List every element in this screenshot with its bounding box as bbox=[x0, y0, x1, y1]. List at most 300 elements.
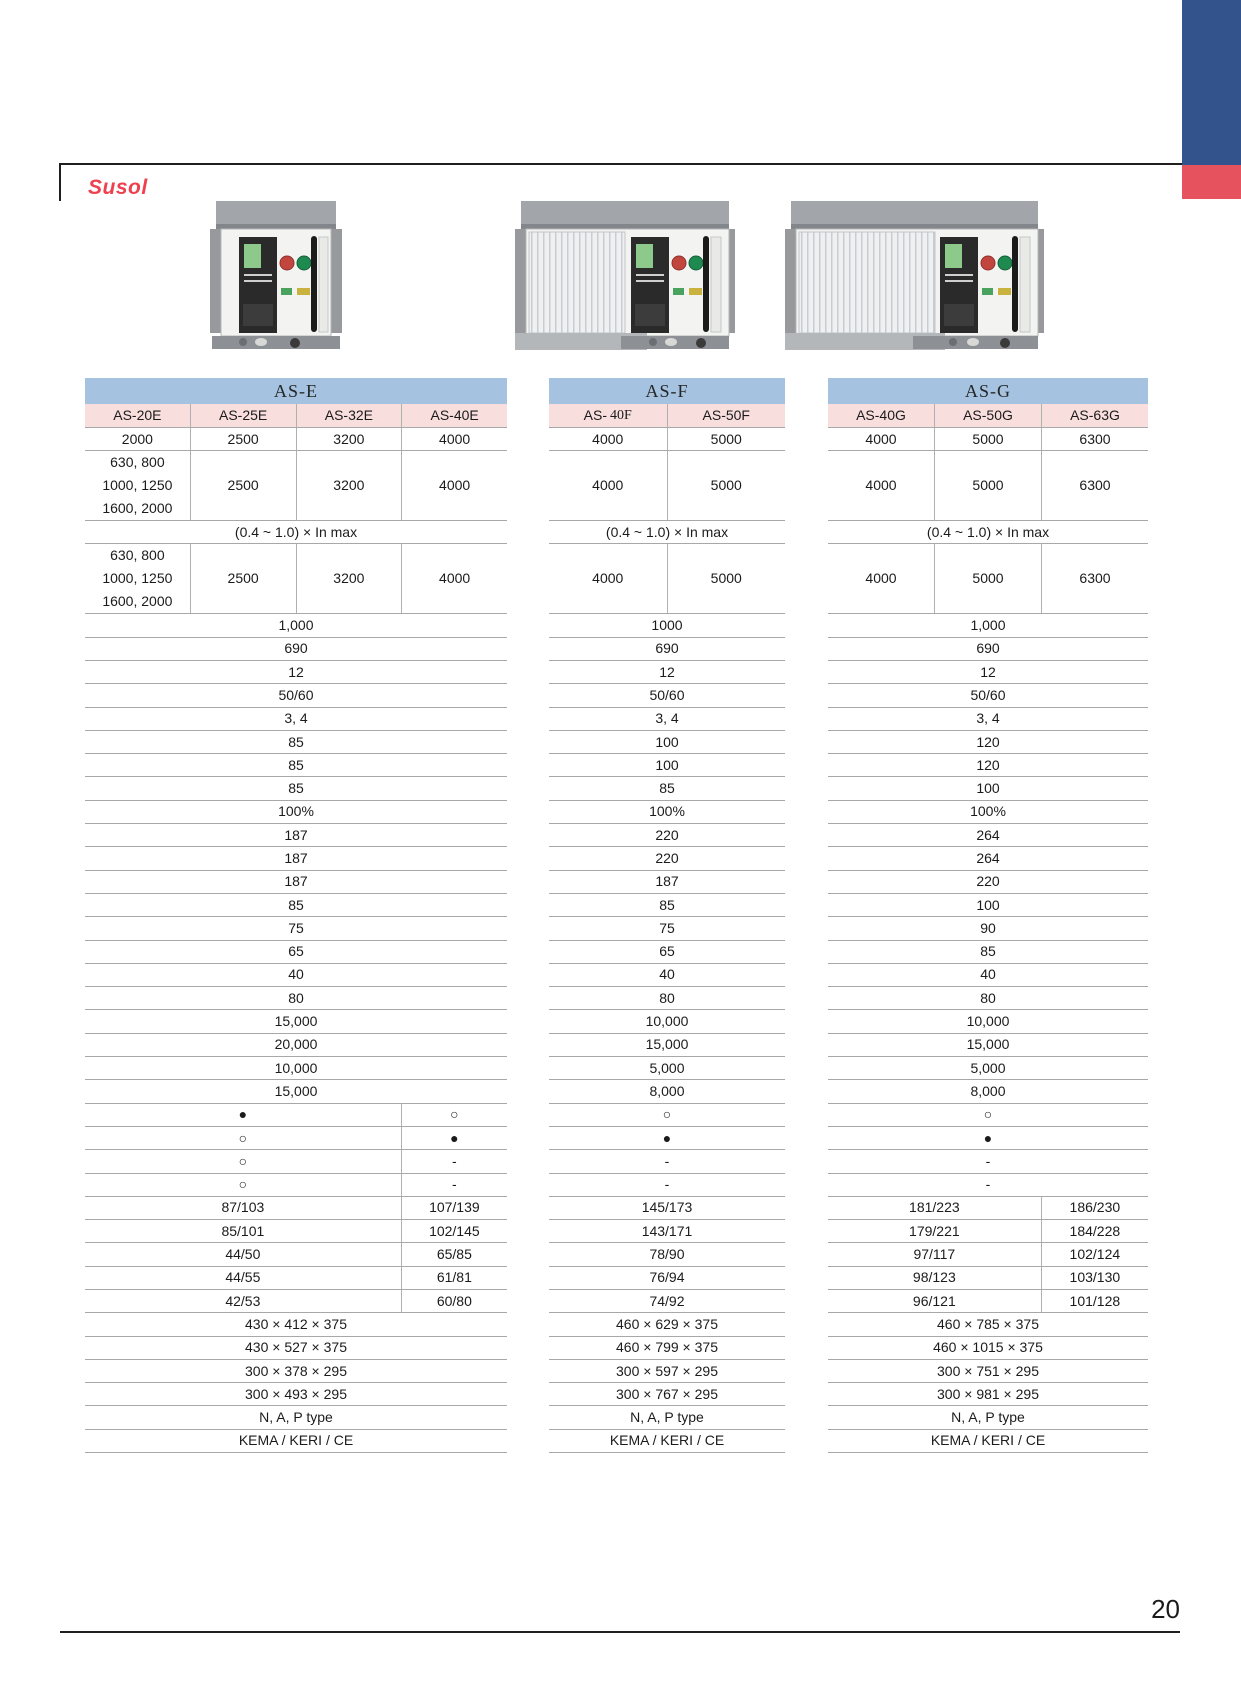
cell: 15,000 bbox=[966, 1036, 1010, 1053]
cell: KEMA / KERI / CE bbox=[609, 1432, 725, 1449]
cell: ● bbox=[85, 1104, 402, 1126]
cell: 187 bbox=[284, 826, 308, 843]
table-column-headers bbox=[85, 404, 507, 428]
cell: 220 bbox=[655, 849, 679, 866]
cell: - bbox=[664, 1176, 670, 1193]
breaker-photo-as-f bbox=[513, 196, 737, 352]
table-row bbox=[85, 428, 507, 451]
table-row bbox=[549, 428, 785, 451]
cell-line: 1600, 2000 bbox=[102, 593, 173, 610]
table-column-headers bbox=[828, 404, 1148, 428]
cell: 65/85 bbox=[436, 1246, 472, 1263]
cell: 85/101 bbox=[85, 1220, 402, 1242]
table-row bbox=[549, 1174, 785, 1197]
cell: 4000 bbox=[439, 430, 471, 447]
breaker-photo-as-e bbox=[207, 196, 345, 352]
table-row bbox=[85, 1243, 507, 1266]
cell: 42/53 bbox=[85, 1290, 402, 1312]
cell: 10,000 bbox=[966, 1013, 1010, 1030]
table-row bbox=[549, 824, 785, 847]
table-row bbox=[549, 614, 785, 637]
table-row bbox=[828, 964, 1148, 987]
cell: 4000 bbox=[828, 428, 935, 450]
table-row bbox=[85, 941, 507, 964]
cell-line: 630, 800 bbox=[110, 547, 165, 564]
cell: 8,000 bbox=[649, 1082, 685, 1099]
cell: - bbox=[452, 1152, 457, 1169]
table-row bbox=[85, 1383, 507, 1406]
table-row bbox=[85, 1080, 507, 1103]
cell: 690 bbox=[284, 640, 308, 657]
cell: 100 bbox=[976, 896, 1000, 913]
column-header-part: 40F bbox=[610, 408, 632, 423]
cell: 107/139 bbox=[429, 1199, 480, 1216]
cell: 220 bbox=[976, 873, 1000, 890]
cell: (0.4 ~ 1.0) × In max bbox=[605, 523, 729, 540]
table-row bbox=[828, 428, 1148, 451]
table-row bbox=[828, 777, 1148, 800]
cell: 5,000 bbox=[649, 1059, 685, 1076]
column-header: AS-32E bbox=[297, 404, 403, 427]
cell: 65 bbox=[288, 943, 304, 960]
table-row bbox=[828, 708, 1148, 731]
table-row bbox=[828, 801, 1148, 824]
cell: 460 × 629 × 375 bbox=[616, 1315, 718, 1332]
table-row bbox=[85, 1197, 507, 1220]
corner-accent-blue bbox=[1182, 0, 1241, 165]
table-row bbox=[549, 1383, 785, 1406]
cell: 85 bbox=[659, 780, 675, 797]
cell-line: 1600, 2000 bbox=[102, 500, 173, 517]
table-row bbox=[549, 917, 785, 940]
cell: 5000 bbox=[710, 430, 742, 447]
cell: ○ bbox=[662, 1106, 672, 1123]
table-row bbox=[549, 1010, 785, 1033]
cell: 40 bbox=[659, 966, 675, 983]
table-row bbox=[549, 638, 785, 661]
charging-handle bbox=[1012, 236, 1018, 332]
cell: 100 bbox=[655, 756, 679, 773]
cell: 143/171 bbox=[641, 1222, 693, 1239]
table-row bbox=[549, 1313, 785, 1336]
on-button bbox=[689, 256, 703, 270]
cell: 187 bbox=[655, 873, 679, 890]
table-row bbox=[85, 1360, 507, 1383]
lcd-screen bbox=[636, 244, 653, 268]
cell: 40 bbox=[288, 966, 304, 983]
cell: 300 × 751 × 295 bbox=[937, 1362, 1039, 1379]
table-row bbox=[85, 1127, 507, 1150]
charging-handle bbox=[703, 236, 709, 332]
table-row bbox=[85, 731, 507, 754]
cell: 100% bbox=[649, 803, 685, 820]
cell: 120 bbox=[976, 756, 1000, 773]
cell: 4000 bbox=[439, 570, 471, 587]
cell-line: 630, 800 bbox=[110, 454, 165, 471]
table-row bbox=[85, 1034, 507, 1057]
table-row bbox=[828, 1313, 1148, 1336]
cell: 3, 4 bbox=[284, 710, 308, 727]
cell: ○ bbox=[85, 1127, 402, 1149]
table-row bbox=[828, 1290, 1148, 1313]
table-row bbox=[828, 1406, 1148, 1429]
off-button bbox=[672, 256, 686, 270]
table-row bbox=[549, 1220, 785, 1243]
column-header bbox=[549, 404, 668, 427]
table-row bbox=[85, 964, 507, 987]
lcd-screen bbox=[945, 244, 962, 268]
off-button bbox=[981, 256, 995, 270]
cell: 2000 bbox=[85, 428, 191, 450]
cell: (0.4 ~ 1.0) × In max bbox=[926, 523, 1050, 540]
table-row bbox=[828, 754, 1148, 777]
table-row bbox=[85, 824, 507, 847]
table-row bbox=[828, 1360, 1148, 1383]
cell: 3200 bbox=[297, 428, 403, 450]
table-row bbox=[549, 521, 785, 544]
cell: 300 × 493 × 295 bbox=[245, 1385, 347, 1402]
table-row bbox=[828, 824, 1148, 847]
cell: 460 × 1015 × 375 bbox=[933, 1339, 1043, 1356]
cell: KEMA / KERI / CE bbox=[930, 1432, 1046, 1449]
cell: 3200 bbox=[297, 451, 403, 520]
cell: 5000 bbox=[935, 428, 1042, 450]
column-header: AS-40G bbox=[828, 404, 935, 427]
cell: 85 bbox=[980, 943, 996, 960]
cell: 103/130 bbox=[1069, 1269, 1121, 1286]
cell: 85 bbox=[288, 733, 304, 750]
cell: 102/145 bbox=[429, 1222, 480, 1239]
table-row bbox=[828, 1383, 1148, 1406]
cell: 85 bbox=[288, 780, 304, 797]
table-row bbox=[85, 614, 507, 637]
table-row bbox=[549, 894, 785, 917]
table-row bbox=[85, 1290, 507, 1313]
table-row bbox=[85, 1010, 507, 1033]
table-row bbox=[85, 894, 507, 917]
cell: 1000 bbox=[651, 617, 683, 634]
cell: 85 bbox=[659, 896, 675, 913]
footer-rule bbox=[60, 1631, 1180, 1633]
on-button bbox=[297, 256, 311, 270]
table-row bbox=[549, 1406, 785, 1429]
cell: ● bbox=[662, 1129, 672, 1146]
table-row bbox=[828, 1174, 1148, 1197]
cell: ● bbox=[983, 1129, 993, 1146]
cell: 460 × 799 × 375 bbox=[616, 1339, 718, 1356]
table-row bbox=[828, 684, 1148, 707]
brand-logo: Susol bbox=[88, 176, 148, 199]
table-row bbox=[828, 614, 1148, 637]
cell: 4000 bbox=[549, 544, 668, 613]
table-row bbox=[549, 1430, 785, 1453]
cell: 5000 bbox=[935, 544, 1042, 613]
table-row bbox=[85, 754, 507, 777]
table-row bbox=[549, 847, 785, 870]
table-row bbox=[85, 1337, 507, 1360]
cell: 85 bbox=[288, 896, 304, 913]
cell: 300 × 597 × 295 bbox=[616, 1362, 718, 1379]
cell: 4000 bbox=[439, 477, 471, 494]
table-row bbox=[828, 1267, 1148, 1290]
cell: 145/173 bbox=[641, 1199, 693, 1216]
column-header: AS-50F bbox=[702, 407, 750, 423]
cell: 430 × 527 × 375 bbox=[245, 1339, 347, 1356]
cell: 60/80 bbox=[436, 1292, 472, 1309]
table-row bbox=[549, 731, 785, 754]
cell: ○ bbox=[85, 1174, 402, 1196]
table-row bbox=[828, 1150, 1148, 1173]
table-row bbox=[85, 987, 507, 1010]
table-row bbox=[828, 847, 1148, 870]
table-row bbox=[828, 987, 1148, 1010]
table-row bbox=[828, 1034, 1148, 1057]
cell: - bbox=[985, 1152, 991, 1169]
table-title: AS-G bbox=[828, 378, 1148, 404]
table-row bbox=[549, 1360, 785, 1383]
table-row bbox=[828, 1010, 1148, 1033]
cell: 75 bbox=[659, 919, 675, 936]
table-row bbox=[549, 1197, 785, 1220]
table-row bbox=[549, 544, 785, 614]
table-row bbox=[85, 661, 507, 684]
cell: 100 bbox=[976, 780, 1000, 797]
cell: 75 bbox=[288, 919, 304, 936]
column-header: AS-63G bbox=[1070, 407, 1120, 423]
table-title: AS-F bbox=[549, 378, 785, 404]
cell: 5000 bbox=[710, 570, 742, 587]
cell: 5000 bbox=[935, 451, 1042, 520]
cell: 10,000 bbox=[274, 1059, 318, 1076]
cell: ○ bbox=[85, 1150, 402, 1172]
table-row bbox=[85, 1267, 507, 1290]
cell: 85 bbox=[288, 756, 304, 773]
cell: 264 bbox=[976, 826, 1000, 843]
table-row bbox=[85, 871, 507, 894]
table-row bbox=[828, 1080, 1148, 1103]
cell: 74/92 bbox=[649, 1292, 685, 1309]
spec-table-as-g bbox=[828, 378, 1148, 1453]
off-button bbox=[280, 256, 294, 270]
cell-line: 1000, 1250 bbox=[102, 477, 173, 494]
cell: 2500 bbox=[191, 451, 297, 520]
cell: KEMA / KERI / CE bbox=[238, 1432, 354, 1449]
cell: 50/60 bbox=[649, 686, 685, 703]
table-row bbox=[549, 1267, 785, 1290]
table-row bbox=[549, 1243, 785, 1266]
table-row bbox=[828, 731, 1148, 754]
breaker-photo-as-g bbox=[783, 196, 1046, 352]
cell: 4000 bbox=[549, 451, 668, 520]
cell: 15,000 bbox=[274, 1082, 318, 1099]
header-rule-tick bbox=[59, 163, 61, 201]
cell: 300 × 378 × 295 bbox=[245, 1362, 347, 1379]
cell: ○ bbox=[983, 1106, 993, 1123]
cell: 1,000 bbox=[278, 617, 314, 634]
table-row bbox=[828, 1430, 1148, 1453]
cell: 5,000 bbox=[970, 1059, 1006, 1076]
table-row bbox=[549, 1150, 785, 1173]
cell: 220 bbox=[655, 826, 679, 843]
cell: 10,000 bbox=[645, 1013, 689, 1030]
cell: N, A, P type bbox=[630, 1409, 704, 1426]
table-row bbox=[549, 684, 785, 707]
cell: 690 bbox=[976, 640, 1000, 657]
cell: 184/228 bbox=[1069, 1222, 1121, 1239]
cell: 6300 bbox=[1079, 477, 1111, 494]
table-row bbox=[828, 1337, 1148, 1360]
cell: 5000 bbox=[710, 477, 742, 494]
cell bbox=[85, 451, 191, 520]
table-title: AS-E bbox=[85, 378, 507, 404]
cell: 90 bbox=[980, 919, 996, 936]
cell: 80 bbox=[659, 989, 675, 1006]
table-row bbox=[549, 964, 785, 987]
table-row bbox=[85, 1150, 507, 1173]
cell: N, A, P type bbox=[259, 1409, 333, 1426]
table-row bbox=[549, 451, 785, 521]
table-row bbox=[549, 1337, 785, 1360]
cell: 3200 bbox=[297, 544, 403, 613]
table-column-headers bbox=[549, 404, 785, 428]
arc-chute-cover bbox=[529, 232, 625, 333]
cell: 460 × 785 × 375 bbox=[937, 1315, 1039, 1332]
header-rule bbox=[59, 163, 1182, 165]
table-row bbox=[828, 1057, 1148, 1080]
table-row bbox=[85, 777, 507, 800]
cell: 20,000 bbox=[274, 1036, 318, 1053]
cell bbox=[85, 544, 191, 613]
cell: 300 × 981 × 295 bbox=[937, 1385, 1039, 1402]
table-row bbox=[85, 1220, 507, 1243]
cell: 100% bbox=[278, 803, 314, 820]
column-header-part: AS- bbox=[583, 407, 608, 423]
cell: 97/117 bbox=[828, 1243, 1042, 1265]
cell: 78/90 bbox=[649, 1246, 685, 1263]
cell: 40 bbox=[980, 966, 996, 983]
table-row bbox=[549, 1034, 785, 1057]
cell: 80 bbox=[288, 989, 304, 1006]
cell: 264 bbox=[976, 849, 1000, 866]
table-row bbox=[85, 1313, 507, 1336]
table-row bbox=[828, 1220, 1148, 1243]
table-row bbox=[85, 1174, 507, 1197]
table-row bbox=[85, 1057, 507, 1080]
cell: 179/221 bbox=[828, 1220, 1042, 1242]
cell: 98/123 bbox=[828, 1267, 1042, 1289]
table-row bbox=[828, 544, 1148, 614]
table-row bbox=[828, 871, 1148, 894]
cell: 8,000 bbox=[970, 1082, 1006, 1099]
cell: 186/230 bbox=[1069, 1199, 1121, 1216]
table-row bbox=[85, 521, 507, 544]
table-row bbox=[85, 638, 507, 661]
cell: 102/124 bbox=[1069, 1246, 1121, 1263]
table-row bbox=[549, 1057, 785, 1080]
table-row bbox=[85, 1430, 507, 1453]
table-row bbox=[828, 917, 1148, 940]
cell: 120 bbox=[976, 733, 1000, 750]
cell: 61/81 bbox=[436, 1269, 472, 1286]
cell: 4000 bbox=[828, 451, 935, 520]
table-row bbox=[549, 1290, 785, 1313]
table-row bbox=[828, 638, 1148, 661]
table-row bbox=[828, 1127, 1148, 1150]
cell: 430 × 412 × 375 bbox=[245, 1315, 347, 1332]
cell: 87/103 bbox=[85, 1197, 402, 1219]
table-row bbox=[828, 941, 1148, 964]
table-row bbox=[85, 801, 507, 824]
cell: 76/94 bbox=[649, 1269, 685, 1286]
table-row bbox=[549, 987, 785, 1010]
spec-table-as-e bbox=[85, 378, 507, 1453]
on-button bbox=[998, 256, 1012, 270]
lcd-screen bbox=[244, 244, 261, 268]
table-row bbox=[828, 521, 1148, 544]
column-header: AS-25E bbox=[191, 404, 297, 427]
table-row bbox=[85, 708, 507, 731]
cell: 1,000 bbox=[970, 617, 1006, 634]
table-row bbox=[85, 847, 507, 870]
cell: 4000 bbox=[549, 428, 668, 450]
table-row bbox=[549, 1104, 785, 1127]
cell: 100 bbox=[655, 733, 679, 750]
cell: 12 bbox=[659, 663, 675, 680]
column-header: AS-40E bbox=[430, 407, 479, 423]
cell: 44/55 bbox=[85, 1267, 402, 1289]
cell: 100% bbox=[970, 803, 1006, 820]
cell: - bbox=[452, 1176, 457, 1193]
charging-handle bbox=[311, 236, 317, 332]
column-header: AS-50G bbox=[935, 404, 1042, 427]
cell: 181/223 bbox=[828, 1197, 1042, 1219]
table-row bbox=[828, 1243, 1148, 1266]
cell: 2500 bbox=[191, 428, 297, 450]
column-header: AS-20E bbox=[85, 404, 191, 427]
table-row bbox=[549, 1080, 785, 1103]
cell: 4000 bbox=[828, 544, 935, 613]
cell: 96/121 bbox=[828, 1290, 1042, 1312]
table-row bbox=[85, 451, 507, 521]
cell: 44/50 bbox=[85, 1243, 402, 1265]
table-row bbox=[549, 661, 785, 684]
cell: 12 bbox=[980, 663, 996, 680]
cell: 15,000 bbox=[274, 1013, 318, 1030]
cell: 3, 4 bbox=[655, 710, 679, 727]
table-row bbox=[828, 1104, 1148, 1127]
table-row bbox=[828, 451, 1148, 521]
cell: 80 bbox=[980, 989, 996, 1006]
cell: (0.4 ~ 1.0) × In max bbox=[234, 523, 358, 540]
cell: - bbox=[664, 1152, 670, 1169]
table-row bbox=[549, 941, 785, 964]
table-row bbox=[828, 894, 1148, 917]
table-row bbox=[549, 777, 785, 800]
cell: 65 bbox=[659, 943, 675, 960]
cell: ○ bbox=[450, 1106, 459, 1123]
table-row bbox=[549, 708, 785, 731]
cell: - bbox=[985, 1176, 991, 1193]
table-row bbox=[85, 1104, 507, 1127]
table-row bbox=[549, 754, 785, 777]
table-row bbox=[85, 917, 507, 940]
cell: 6300 bbox=[1079, 570, 1111, 587]
cell: 50/60 bbox=[278, 686, 314, 703]
table-row bbox=[549, 801, 785, 824]
cell: 3, 4 bbox=[976, 710, 1000, 727]
table-row bbox=[85, 544, 507, 614]
cell: 187 bbox=[284, 873, 308, 890]
